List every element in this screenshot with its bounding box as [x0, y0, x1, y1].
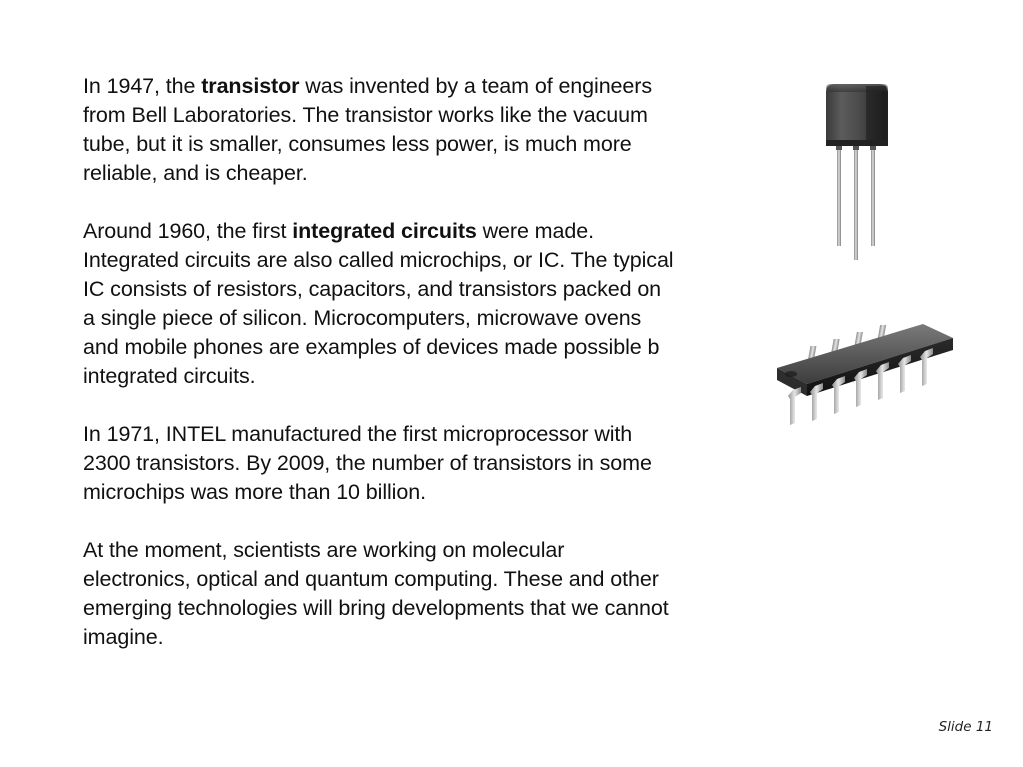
paragraph-microprocessor — [83, 420, 805, 507]
transistor-image — [818, 82, 894, 262]
slide-body-text — [83, 72, 805, 681]
bold-term-transistor: transistor — [201, 74, 300, 98]
paragraph-integrated-circuits — [83, 217, 805, 391]
paragraph-future-tech — [83, 536, 805, 652]
paragraph-text: Around 1960, the first — [83, 219, 293, 243]
paragraph-text: At the moment, scientists are working on molecular electronics, optical and quantum computing. These and other emerging technologies will bring developments that we cannot imagine. — [83, 538, 669, 649]
paragraph-text: In 1971, INTEL manufactured the first microprocessor with 2300 transistors. By 2009, the number of transistors in some microchips was more than 10 billion. — [83, 422, 652, 504]
paragraph-text: In 1947, the — [83, 74, 202, 98]
paragraph-transistor — [83, 72, 805, 188]
paragraph-text: was invented by a team of engineers from Bell Laboratories. The transistor works like the vacuum tube, but it is smaller, consumes less power, is much more reliable, and is cheaper. — [83, 74, 652, 185]
slide-number: Slide 11 — [938, 719, 993, 735]
paragraph-text: were made. Integrated circuits are also called microchips, or IC. The typical IC consists of resistors, capacitors, and transistors packed on a single piece of silicon. Microcomputers, microwave ovens and mobile phones are examples of devices made possible b integrated circuits. — [83, 219, 674, 388]
bold-term-integrated-circuits: integrated circuits — [292, 219, 477, 243]
integrated-circuit-image — [773, 320, 955, 432]
